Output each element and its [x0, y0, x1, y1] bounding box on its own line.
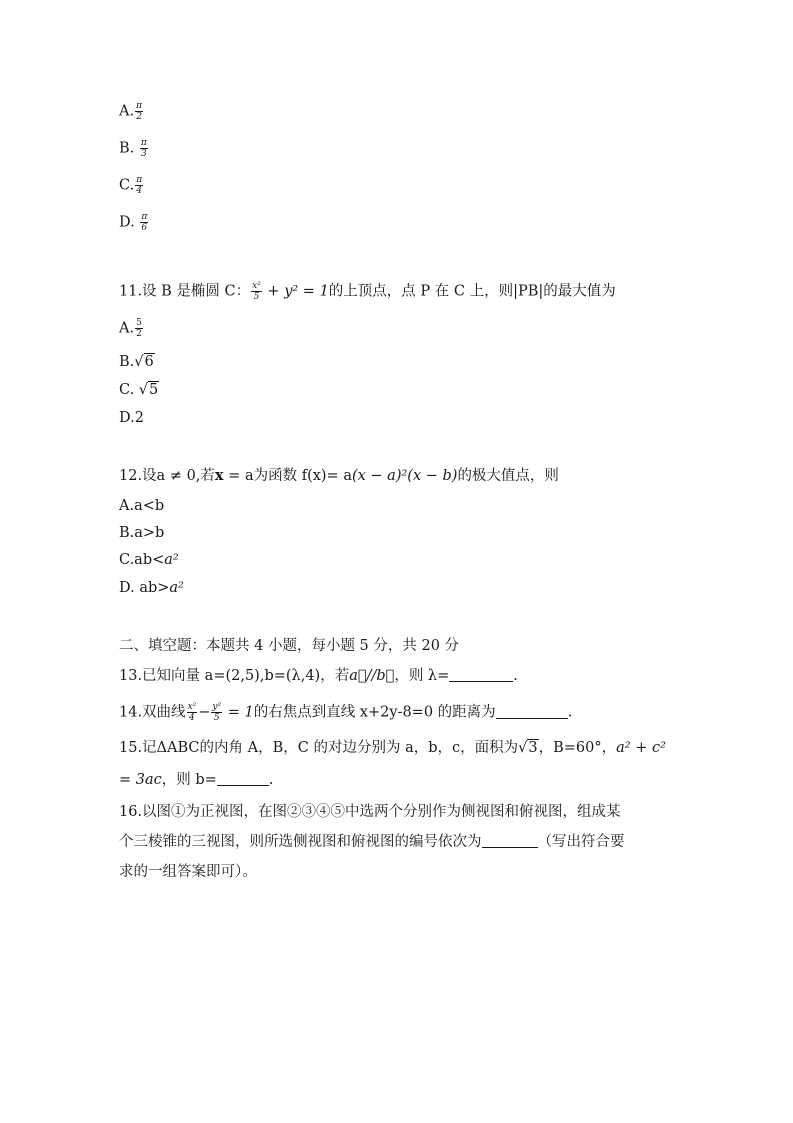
q12-option-d — [119, 578, 184, 598]
fraction-numerator: y² — [212, 702, 222, 712]
fraction-denominator: 4 — [136, 186, 143, 196]
radicand: 6 — [144, 354, 154, 370]
q13-stem — [119, 666, 518, 686]
q11-stem — [119, 281, 616, 302]
fraction-numerator: π — [136, 175, 143, 185]
q14-equation: = 1 — [223, 704, 254, 721]
fraction — [140, 212, 148, 233]
q13-end: . — [513, 668, 518, 684]
option-text: A.a<b — [119, 498, 165, 514]
q11-option-d — [119, 408, 144, 428]
q16-line-2 — [119, 832, 625, 852]
fraction — [140, 138, 148, 159]
q16-line-1 — [119, 802, 621, 822]
fraction-denominator: 2 — [136, 112, 142, 122]
fraction — [135, 318, 143, 339]
option-text: C.ab< — [119, 552, 165, 568]
radicand: 5 — [149, 382, 159, 398]
q16-text: 16.以图①为正视图，在图②③④⑤中选两个分别作为侧视图和俯视图，组成某 — [119, 804, 621, 820]
option-label: B. — [119, 140, 139, 157]
minus-sign: − — [198, 704, 211, 721]
q12-text-3: 的极大值点，则 — [457, 468, 559, 484]
q15-suffix: ，则 b= — [161, 772, 217, 788]
option-label: B. — [119, 354, 135, 370]
q14-suffix: 的右焦点到直线 x+2y-8=0 的距离为 — [253, 704, 496, 721]
section-heading — [119, 636, 459, 656]
square-root: √3 — [518, 740, 538, 756]
q12-option-b — [119, 523, 164, 543]
q12-stem — [119, 466, 559, 486]
q12-text-2: = a为函数 f(x)= a — [223, 468, 352, 484]
q11-option-a — [119, 318, 144, 339]
q10-option-b — [119, 138, 149, 159]
fraction — [135, 175, 143, 196]
q12-option-c — [119, 550, 179, 570]
vector-parallel-expression: a⃗//b⃗ — [349, 668, 395, 684]
fraction — [135, 101, 143, 122]
answer-blank[interactable] — [449, 667, 513, 682]
q10-option-d — [119, 212, 149, 233]
q11-prefix: 11.设 B 是椭圆 C： — [119, 283, 251, 300]
fraction — [187, 702, 198, 723]
radicand: 3 — [528, 740, 538, 756]
fraction-numerator: π — [136, 101, 143, 111]
q13-prefix: 13.已知向量 a=(2,5),b=(λ,4)，若 — [119, 668, 350, 684]
option-label: D.2 — [119, 410, 144, 426]
fraction-numerator: x² — [187, 702, 197, 712]
fraction-denominator: 2 — [136, 329, 142, 339]
q16-text: （写出符合要 — [537, 834, 625, 850]
q11-option-c — [119, 380, 159, 400]
q12-variable-x: x — [214, 467, 224, 484]
q15-line-1 — [119, 738, 666, 758]
fraction-numerator: π — [140, 138, 147, 148]
option-label: C. — [119, 177, 135, 194]
q11-equation: + y² = 1 — [262, 283, 329, 300]
fraction-denominator: 4 — [189, 713, 195, 723]
q16-line-3 — [119, 862, 257, 882]
q15-prefix: 15.记ΔABC的内角 A，B，C 的对边分别为 a，b，c，面积为 — [119, 740, 519, 756]
q12-option-a — [119, 496, 164, 516]
q15-end: . — [268, 772, 274, 788]
answer-blank[interactable] — [496, 704, 568, 719]
fraction — [251, 281, 262, 302]
q11-suffix: 的上顶点，点 P 在 C 上，则|PB|的最大值为 — [328, 283, 616, 300]
fraction-denominator: 6 — [141, 223, 148, 233]
fraction-numerator: x² — [252, 281, 261, 291]
option-label: A. — [119, 103, 135, 120]
answer-blank[interactable] — [482, 833, 538, 848]
fraction-denominator: 3 — [140, 149, 147, 159]
q14-end: . — [567, 704, 573, 721]
q11-option-b — [119, 352, 155, 372]
q16-text: 求的一组答案即可）。 — [119, 864, 257, 880]
option-label: A. — [119, 320, 135, 337]
section-title: 二、填空题：本题共 4 小题，每小题 5 分，共 20 分 — [119, 638, 460, 654]
option-label: D. — [119, 214, 140, 231]
q12-text-1: 12.设a ≠ 0,若 — [119, 468, 215, 484]
fraction-numerator: π — [141, 212, 148, 222]
option-label: C. — [119, 382, 139, 398]
q13-suffix: ，则 λ= — [394, 668, 450, 684]
q14-prefix: 14.双曲线 — [119, 704, 186, 721]
fraction-denominator: 5 — [253, 292, 260, 302]
option-math: a² — [164, 552, 179, 568]
q14-stem — [119, 702, 572, 723]
q15-angle: ，B=60°， — [538, 740, 617, 756]
option-text: D. ab> — [119, 580, 170, 596]
q15-math-expression: = 3ac — [119, 772, 162, 788]
q10-option-c — [119, 175, 144, 196]
fraction — [211, 702, 222, 723]
square-root: √6 — [134, 354, 154, 370]
fraction-numerator: 5 — [136, 318, 142, 328]
answer-blank[interactable] — [217, 771, 269, 786]
square-root: √5 — [138, 382, 159, 398]
q12-function-expression: (x − a)²(x − b) — [351, 468, 458, 484]
option-text: B.a>b — [119, 525, 165, 541]
q16-text: 个三棱锥的三视图，则所选侧视图和俯视图的编号依次为 — [119, 834, 482, 850]
q15-line-2 — [119, 770, 273, 790]
q15-math-expression: a² + c² — [616, 740, 666, 756]
option-math: a² — [169, 580, 184, 596]
fraction-denominator: 5 — [213, 713, 220, 723]
q10-option-a — [119, 101, 144, 122]
